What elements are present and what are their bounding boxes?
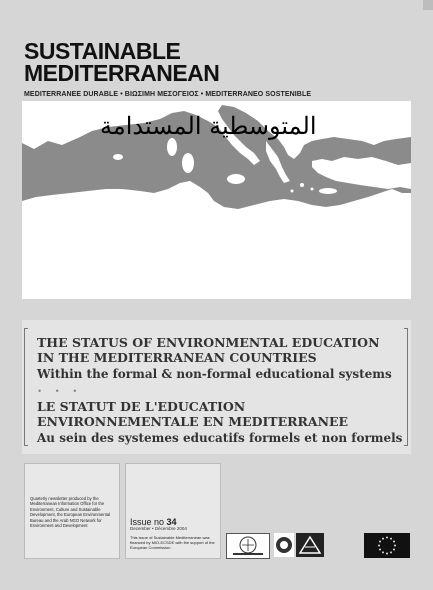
issue-date: December • Décembre 2004	[130, 526, 187, 531]
english-heading-line-2: IN THE MEDITERRANEAN COUNTRIES	[37, 350, 317, 365]
french-heading-line-2: ENVIRONNEMENTALE EN MEDITERRANEE	[37, 414, 349, 429]
multilingual-subtitle: MEDITERRANEE DURABLE • ΒΙΩΣΙΜΗ ΜΕΣΟΓΕΙΟΣ • MEDITERRANEO SOSTENIBLE	[24, 91, 312, 98]
page-fold	[423, 0, 433, 10]
left-bracket	[24, 328, 28, 446]
eeb-logo	[274, 533, 294, 557]
mio-ecsde-logo-graphic	[227, 534, 269, 558]
right-bracket	[404, 328, 408, 446]
title-line-1: SUSTAINABLE	[24, 38, 181, 64]
issue-label-text: Issue no	[130, 517, 165, 527]
financing-text: This issue of Sustainable Mediterranean was financed by MIO-ECSDE with the support of the European Commission	[130, 535, 215, 551]
english-subheading: Within the formal & non-formal educational systems	[37, 367, 392, 381]
mio-ecsde-logo	[226, 533, 270, 559]
title-line-2: MEDITERRANEAN	[24, 60, 220, 86]
french-subheading: Au sein des systemes educatifs formels et non formels	[37, 431, 403, 445]
english-heading-line-1: THE STATUS OF ENVIRONMENTAL EDUCATION	[37, 335, 380, 350]
french-heading-line-1: LE STATUT DE L'EDUCATION	[37, 399, 246, 414]
european-union-flag-logo	[364, 533, 410, 558]
eeb-logo-graphic	[274, 533, 294, 557]
raed-logo	[296, 533, 324, 557]
arabic-title: المتوسطية المستدامة	[100, 112, 317, 140]
newsletter-text: Quarterly newsletter produced by the Mediterranean Information Office for the Environment, Culture and Sustainable Development, the European Environmental Bureau and the Arab NGO Network for Environment and Development	[30, 496, 111, 529]
issue-number: 34	[166, 517, 177, 527]
separator-dots: • • •	[38, 386, 83, 396]
raed-logo-graphic	[296, 533, 324, 557]
eu-flag-graphic	[364, 533, 410, 558]
